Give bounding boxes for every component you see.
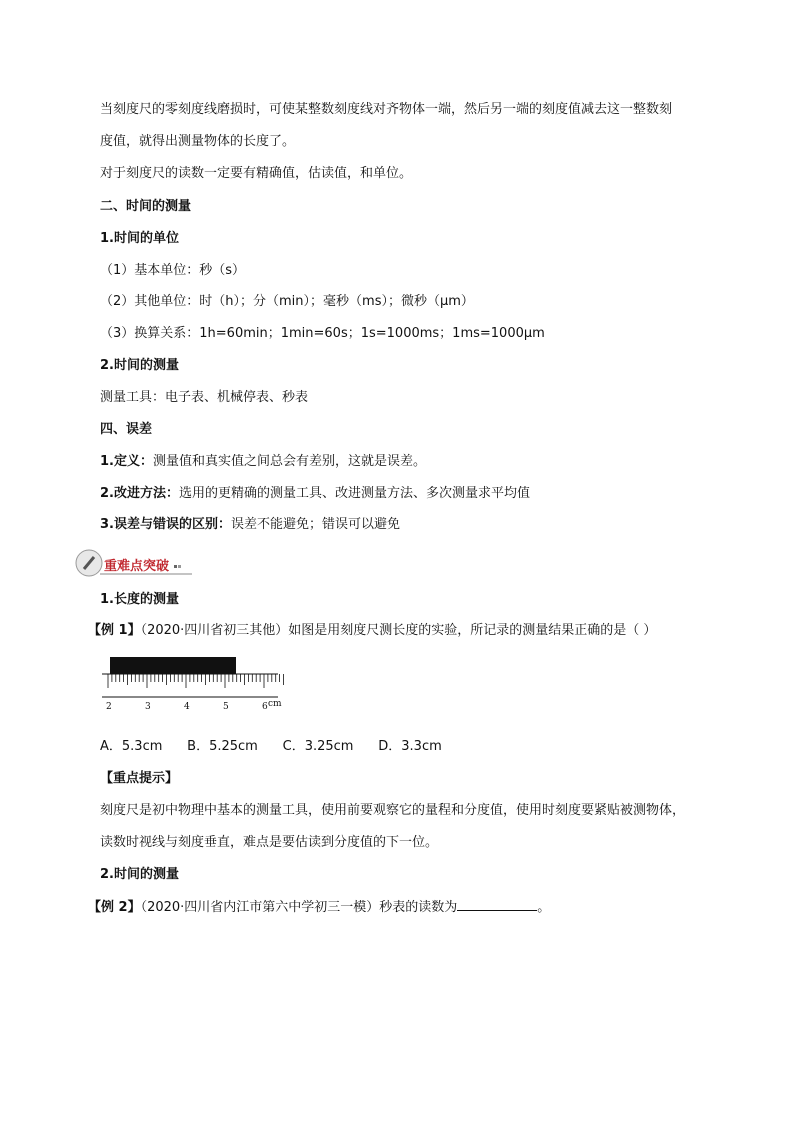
def-label: 1.定义： xyxy=(100,454,153,469)
improve-text: 选用的更精确的测量工具、改进测量方法、多次测量求平均值 xyxy=(178,486,530,501)
hint-line2: 读数时视线与刻度垂直，难点是要估读到分度值的下一位。 xyxy=(100,835,439,850)
hint-heading: 【重点提示】 xyxy=(100,771,179,786)
measured-object xyxy=(110,657,236,674)
improve-label: 2.改进方法： xyxy=(100,486,179,501)
unit-other: （2）其他单位：时（h）；分（min）；毫秒（ms）；微秒（μm） xyxy=(100,294,474,309)
ex1-text: （2020·四川省初三其他）如图是用刻度尺测长度的实验，所记录的测量结果正确的是（ ） xyxy=(140,623,657,638)
para2: 对于刻度尺的读数一定要有精确值，估读值，和单位。 xyxy=(100,166,413,181)
diff-text: 误差不能避免；错误可以避免 xyxy=(230,517,400,532)
error-improve xyxy=(100,485,530,503)
time-unit-heading: 1.时间的单位 xyxy=(100,231,179,246)
section-time-heading: 二、时间的测量 xyxy=(100,199,192,214)
tools: 测量工具：电子表、机械停表、秒表 xyxy=(100,390,309,405)
example-1 xyxy=(88,622,656,640)
ex2-end: 。 xyxy=(537,900,551,915)
ruler-label-4: 4 xyxy=(184,702,190,712)
ruler-label-5: 5 xyxy=(223,702,229,712)
ruler-label-6: 6 xyxy=(262,702,268,712)
unit-conversion: （3）换算关系：1h=60min；1min=60s；1s=1000ms；1ms=1000μm xyxy=(100,326,545,341)
def-text: 测量值和真实值之间总会有差别，这就是误差。 xyxy=(152,454,426,469)
error-definition xyxy=(100,453,426,471)
diff-label: 3.误差与错误的区别： xyxy=(100,517,231,532)
error-difference xyxy=(100,516,400,534)
section-error-heading: 四、误差 xyxy=(100,422,153,437)
unit-basic: （1）基本单位：秒（s） xyxy=(100,263,246,278)
ruler-unit: cm xyxy=(268,699,282,709)
ruler-label-3: 3 xyxy=(145,702,151,712)
ruler-ticks xyxy=(108,674,284,688)
ex1-tag: 【例 1】 xyxy=(88,623,141,638)
hint-line1: 刻度尺是初中物理中基本的测量工具，使用前要观察它的量程和分度值，使用时刻度要紧贴被测物体， xyxy=(100,803,686,818)
length-heading: 1.长度的测量 xyxy=(100,592,179,607)
time-heading-2: 2.时间的测量 xyxy=(100,867,179,882)
example-2 xyxy=(88,898,550,917)
ex2-text: （2020·四川省内江市第六中学初三一模）秒表的读数为 xyxy=(140,900,458,915)
para1-line2: 度值，就得出测量物体的长度了。 xyxy=(100,134,296,149)
ruler-label-2: 2 xyxy=(106,702,112,712)
answer-options: A．5.3cm B．5.25cm C．3.25cm D．3.3cm xyxy=(100,739,442,754)
answer-blank[interactable] xyxy=(457,898,537,911)
ex2-tag: 【例 2】 xyxy=(88,900,141,915)
para1-line1: 当刻度尺的零刻度线磨损时，可使某整数刻度线对齐物体一端，然后另一端的刻度值减去这一整数刻 xyxy=(100,102,673,117)
time-measure-heading: 2.时间的测量 xyxy=(100,358,179,373)
badge-label: 重难点突破 xyxy=(104,559,170,574)
